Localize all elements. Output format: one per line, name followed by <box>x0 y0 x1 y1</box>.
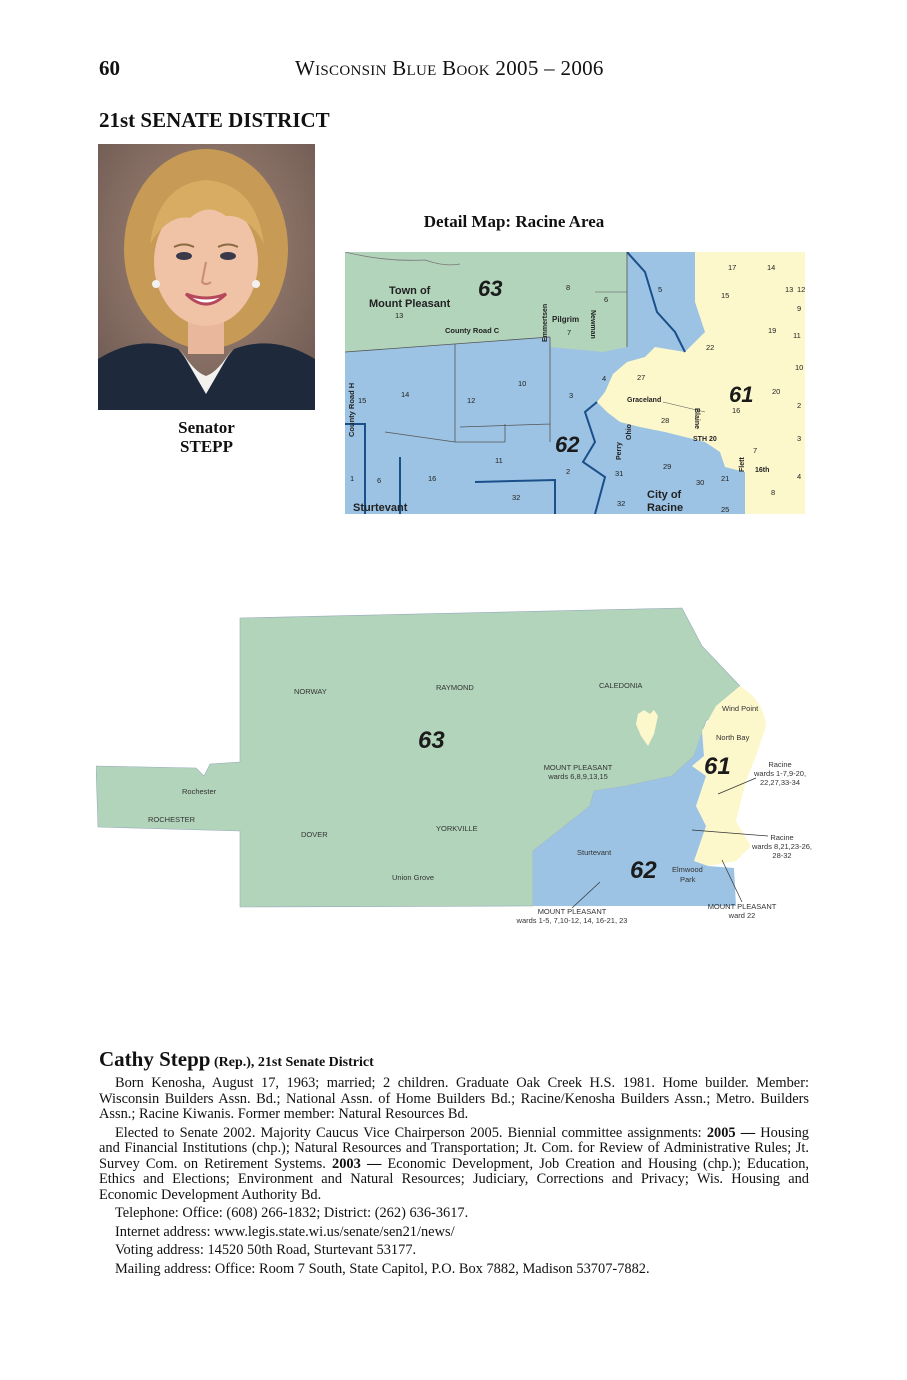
bio-paragraph-background: Born Kenosha, August 17, 1963; married; 2 children. Graduate Oak Creek H.S. 1981. Home builder. Member: Wisconsin Builders Assn. Bd.; National Assn. of Home Builders Bd.; Racine/Kenosha Builders Assn.; Metro. Builders Assn.; Racine Kiwanis. Former member: Natural Resources Bd. <box>99 1075 809 1122</box>
ward-number: 7 <box>753 446 758 455</box>
ward-number: 5 <box>658 285 663 294</box>
ward-number: 6 <box>377 476 382 485</box>
callout-racine-b-3: 28-32 <box>772 851 792 860</box>
ward-number: 9 <box>797 304 802 313</box>
ward-number: 11 <box>793 331 801 340</box>
ward-number: 31 <box>615 469 624 478</box>
running-head: Wisconsin Blue Book 2005 – 2006 <box>295 56 604 80</box>
ward-number: 7 <box>567 328 572 337</box>
caption-name: STEPP <box>180 437 233 456</box>
ward-number: 6 <box>604 295 609 304</box>
ward-number: 21 <box>721 474 730 483</box>
ward-number: 20 <box>772 387 781 396</box>
senator-portrait <box>98 144 315 410</box>
callout-mp-a-2: wards 6,8,9,13,15 <box>548 772 608 781</box>
road-sth20: STH 20 <box>693 436 717 443</box>
overview-district-61-label: 61 <box>704 753 731 780</box>
callout-mp-b-1: MOUNT PLEASANT <box>537 907 607 916</box>
bio-voting-address: Voting address: 14520 50th Road, Sturtevant 53177. <box>115 1242 417 1258</box>
road-16th: 16th <box>755 467 770 474</box>
ward-number: 3 <box>569 391 574 400</box>
ward-number: 2 <box>566 467 571 476</box>
callout-racine-a-1: Racine <box>768 760 792 769</box>
ward-number: 15 <box>358 396 367 405</box>
ward-number: 19 <box>768 326 777 335</box>
ward-number: 17 <box>728 263 737 272</box>
ward-number: 16 <box>732 406 741 415</box>
bio-internet: Internet address: www.legis.state.wi.us/senate/sen21/news/ <box>115 1223 455 1240</box>
service-text-b: Housing and Financial Institutions (chp.); Natural Resources and Transportation; Jt. Com. for Review of Administrative Rules; Jt. Survey Com. on Retirement Systems. <box>99 1124 809 1172</box>
road-ohio: Ohio <box>626 424 633 440</box>
road-blaine: Blaine <box>693 408 700 430</box>
callout-racine-a-2: wards 1-7,9-20, <box>753 769 807 778</box>
detail-district-62: 62 <box>555 432 580 457</box>
ward-number: 32 <box>617 499 626 508</box>
detail-map <box>345 252 805 514</box>
road-emmertsen: Emmertsen <box>542 303 549 342</box>
ward-number: 28 <box>661 416 670 425</box>
bio-mailing-address: Mailing address: Office: Room 7 South, State Capitol, P.O. Box 7882, Madison 53707-7882. <box>115 1260 650 1277</box>
detail-pilgrim-label: Pilgrim <box>552 315 580 324</box>
ward-number: 12 <box>467 396 476 405</box>
label-north-bay: North Bay <box>716 733 750 742</box>
detail-city-label-2: Racine <box>647 502 684 514</box>
overview-map-svg <box>96 606 822 936</box>
detail-map-title: Detail Map: Racine Area <box>423 212 605 231</box>
road-flett: Flett <box>739 457 746 472</box>
detail-district-63: 63 <box>478 276 503 301</box>
detail-town-label-2: Mount Pleasant <box>369 298 451 310</box>
detail-graceland-label: Graceland <box>627 397 662 404</box>
page-number: 60 <box>99 56 120 80</box>
label-raymond: RAYMOND <box>436 683 474 692</box>
service-year-2005: 2005 — <box>706 1124 756 1141</box>
ward-number: 29 <box>663 462 672 471</box>
ward-number: 22 <box>706 343 715 352</box>
ward-number: 16 <box>428 474 437 483</box>
bio-paragraph-service <box>99 1126 809 1204</box>
caption-title: Senator <box>178 418 235 437</box>
ward-number: 30 <box>696 478 705 487</box>
senator-party-district: (Rep.), 21st Senate District <box>210 1055 374 1070</box>
label-wind-point: Wind Point <box>722 704 759 713</box>
ward-number: 27 <box>637 373 646 382</box>
ward-number: 4 <box>797 472 802 481</box>
portrait-illustration <box>98 144 315 410</box>
callout-mp-a-1: MOUNT PLEASANT <box>543 763 613 772</box>
callout-racine-b-1: Racine <box>770 833 794 842</box>
ward-number: 13 <box>395 311 404 320</box>
ward-number: 8 <box>566 283 571 292</box>
bio-heading <box>99 1047 809 1072</box>
service-year-2003: 2003 — <box>332 1155 382 1172</box>
ward-number: 12 <box>797 285 805 294</box>
callout-racine-a-3: 22,27,33-34 <box>759 778 801 787</box>
detail-town-label-1: Town of <box>389 285 431 297</box>
label-dover: DOVER <box>301 830 328 839</box>
road-county-h: County Road H <box>347 382 356 437</box>
ward-number: 1 <box>350 474 355 483</box>
label-caledonia: CALEDONIA <box>599 681 643 690</box>
ward-number: 14 <box>401 390 410 399</box>
service-text-a: Elected to Senate 2002. Majority Caucus Vice Chairperson 2005. Biennial committee assignments: <box>115 1124 707 1141</box>
portrait-caption <box>98 418 315 456</box>
callout-mp-b-2: wards 1-5, 7,10-12, 14, 16-21, 23 <box>516 916 628 925</box>
label-rochester-village: Rochester <box>182 787 217 796</box>
bio-telephone: Telephone: Office: (608) 266-1832; District: (262) 636-3617. <box>115 1205 469 1221</box>
ward-number: 2 <box>797 401 802 410</box>
detail-sturtevant-label: Sturtevant <box>353 502 408 514</box>
detail-district-61: 61 <box>729 382 754 407</box>
overview-district-62-label: 62 <box>630 857 657 884</box>
callout-mp-22-2: ward 22 <box>728 911 756 920</box>
road-county-c: County Road C <box>445 326 500 335</box>
detail-map-svg <box>345 252 805 514</box>
ward-number: 14 <box>767 263 776 272</box>
ward-number: 11 <box>495 456 503 465</box>
ward-number: 4 <box>602 374 607 383</box>
ward-number: 25 <box>721 505 730 514</box>
road-perry: Perry <box>616 442 623 460</box>
label-union-grove: Union Grove <box>392 873 435 882</box>
ward-number: 10 <box>795 363 804 372</box>
road-newman: Newman <box>589 310 596 339</box>
ward-number: 10 <box>518 379 527 388</box>
overview-district-63-label: 63 <box>418 727 445 754</box>
label-sturtevant: Sturtevant <box>577 848 612 857</box>
callout-racine-b-2: wards 8,21,23-26, <box>751 842 813 851</box>
detail-city-label-1: City of <box>647 489 682 501</box>
label-yorkville: YORKVILLE <box>436 824 478 833</box>
label-elmwood-2: Park <box>680 875 696 884</box>
service-text-c: Economic Development, Job Creation and Housing (chp.); Education, Ethics and Elections; Environment and Natural Resources; Judiciary, Corrections and Privacy; Wis. Housing and Economic Development Authority Bd. <box>99 1155 809 1203</box>
ward-number: 3 <box>797 434 802 443</box>
ward-number: 15 <box>721 291 730 300</box>
callout-mp-22-1: MOUNT PLEASANT <box>707 902 777 911</box>
label-rochester-town: ROCHESTER <box>148 815 196 824</box>
senator-name: Cathy Stepp <box>99 1047 211 1071</box>
ward-number: 32 <box>512 493 521 502</box>
biography <box>99 1047 809 1280</box>
ward-number: 13 <box>785 285 794 294</box>
label-norway: NORWAY <box>294 687 327 696</box>
label-elmwood-1: Elmwood <box>672 865 703 874</box>
ward-number: 8 <box>771 488 776 497</box>
overview-map <box>96 606 822 936</box>
district-heading: 21st SENATE DISTRICT <box>99 108 330 132</box>
